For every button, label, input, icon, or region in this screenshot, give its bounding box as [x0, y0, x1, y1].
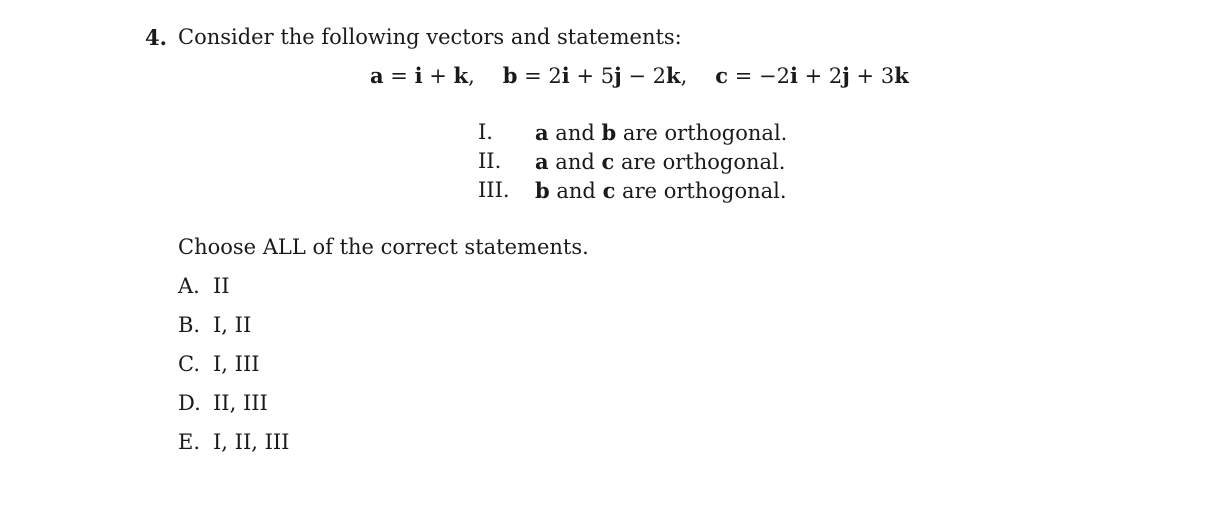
- vector-c-symbol: c: [715, 63, 729, 88]
- vector-b-symbol: b: [502, 63, 518, 88]
- choice-text: II: [213, 274, 230, 298]
- choice-letter: C.: [178, 352, 200, 376]
- statement-text: b and c are orthogonal.: [535, 178, 787, 203]
- question-prompt: Consider the following vectors and statements:: [178, 25, 682, 49]
- statement-number: I.: [478, 120, 493, 144]
- instruction-text: Choose ALL of the correct statements.: [178, 235, 589, 259]
- statement-text: a and b are orthogonal.: [535, 120, 788, 145]
- question-number: 4.: [145, 25, 167, 50]
- vector-c-expression: = −2i + 2j + 3k: [734, 63, 909, 88]
- statement-text: a and c are orthogonal.: [535, 149, 786, 174]
- vector-definitions: [370, 63, 909, 88]
- choice-text: I, II: [213, 313, 252, 337]
- choice-text: I, II, III: [213, 430, 290, 454]
- choice-letter: E.: [178, 430, 201, 454]
- choice-letter: D.: [178, 391, 201, 415]
- vector-b-expression: = 2i + 5j − 2k,: [524, 63, 688, 88]
- statement-number: III.: [478, 178, 510, 202]
- vector-a-definition: [370, 63, 475, 88]
- vector-a-expression: = i + k,: [390, 63, 475, 88]
- choice-text: II, III: [213, 391, 268, 415]
- statement-number: II.: [478, 149, 502, 173]
- choice-text: I, III: [213, 352, 260, 376]
- choice-letter: A.: [178, 274, 200, 298]
- choice-letter: B.: [178, 313, 201, 337]
- vector-a-symbol: a: [370, 63, 384, 88]
- vector-b-definition: [503, 63, 687, 88]
- vector-c-definition: [715, 63, 909, 88]
